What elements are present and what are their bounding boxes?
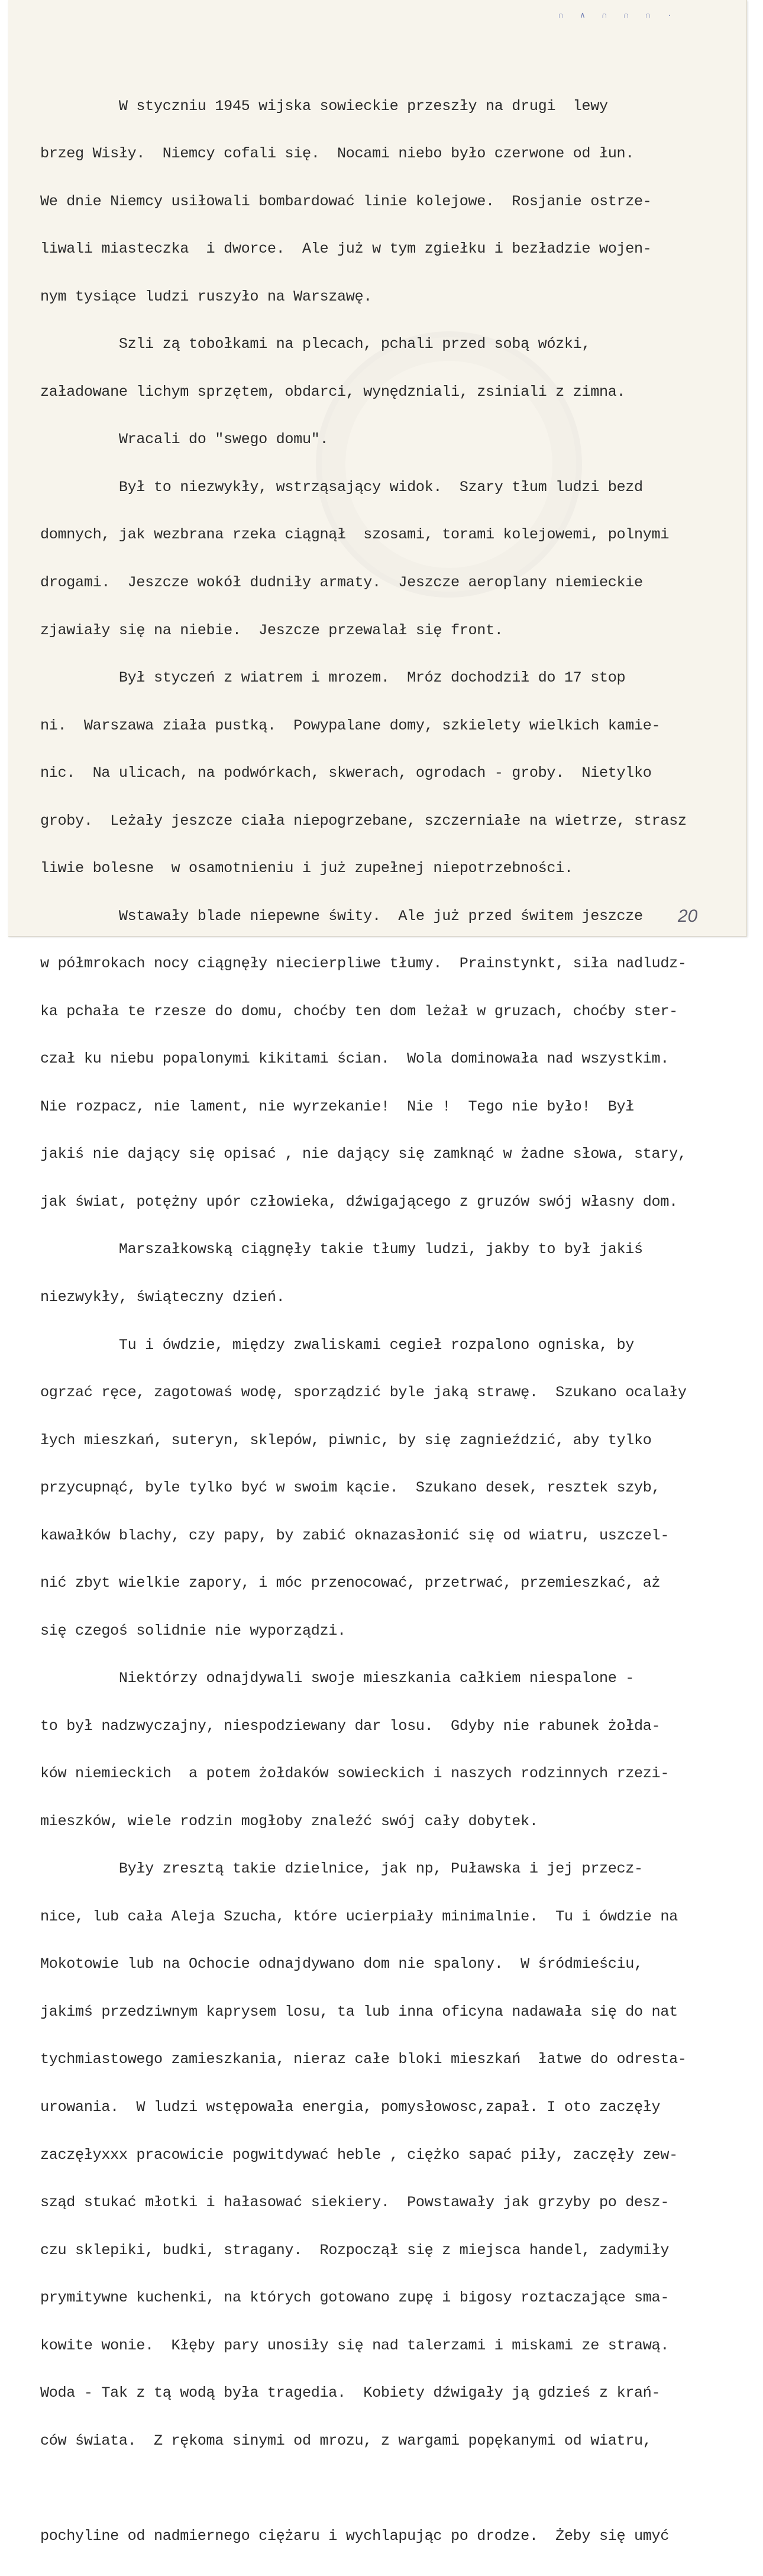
text-line: zjawiały się na niebie. Jeszcze przewalał się front. <box>40 621 503 639</box>
text-line: We dnie Niemcy usiłowali bombardować linie kolejowe. Rosjanie ostrze- <box>40 192 652 210</box>
text-line: groby. Leżały jeszcze ciała niepogrzebane, szczerniałe na wietrze, strasz <box>40 812 687 829</box>
text-line: urowania. W ludzi wstępowała energia, pomysłowosc,zapał. I oto zaczęły <box>40 2099 661 2116</box>
text-line: sząd stukać młotki i hałasować siekiery. Powstawały jak grzyby po desz- <box>40 2194 670 2212</box>
text-line: brzeg Wisły. Niemcy cofali się. Nocami niebo było czerwone od łun. <box>40 145 635 163</box>
text-line: przycupnąć, byle tylko być w swoim kącie. Szukano desek, resztek szyb, <box>40 1479 661 1497</box>
text-line: prymitywne kuchenki, na których gotowano zupę i bigosy roztaczające sma- <box>40 2289 670 2307</box>
text-line: Niektórzy odnajdywali swoje mieszkania całkiem niespalone - <box>40 1670 635 1687</box>
text-line: Woda - Tak z tą wodą była tragedia. Kobiety dźwigały ją gdzieś z krań- <box>40 2384 661 2402</box>
text-line: załadowane lichym sprzętem, obdarci, wynędzniali, zsiniali z zimna. <box>40 383 626 401</box>
text-line: nić zbyt wielkie zapory, i móc przenocować, przetrwać, przemieszkać, aż <box>40 1574 661 1592</box>
text-line: się czegoś solidnie nie wyporządzi. <box>40 1622 346 1639</box>
text-line <box>40 2481 750 2497</box>
text-line: Nie rozpacz, nie lament, nie wyrzekanie! Nie ! Tego nie było! Był <box>40 1097 635 1115</box>
text-line: łych mieszkań, suteryn, sklepów, piwnic, by się zagnieździć, aby tylko <box>40 1431 652 1449</box>
text-line: kowite wonie. Kłęby pary unosiły się nad talerzami i miskami ze strawą. <box>40 2336 670 2354</box>
text-line: w półmrokach nocy ciągnęły niecierpliwe tłumy. Prainstynkt, siła nadludz- <box>40 955 687 973</box>
text-line: ków niemieckich a potem żołdaków sowieckich i naszych rodzinnych rzezi- <box>40 1765 670 1783</box>
text-line: nym tysiące ludzi ruszyło na Warszawę. <box>40 288 373 305</box>
text-line: domnych, jak wezbrana rzeka ciągnął szosami, torami kolejowemi, polnymi <box>40 526 670 544</box>
text-line: ni. Warszawa ziała pustką. Powypalane domy, szkielety wielkich kamie- <box>40 716 661 734</box>
text-line: niezwykły, świąteczny dzień. <box>40 1288 285 1306</box>
text-line: zaczęłyxxx pracowicie pogwitdywać heble , ciężko sapać piły, zaczęły zew- <box>40 2146 678 2164</box>
typescript-text <box>40 67 750 2576</box>
text-line: Wracali do "swego domu". <box>40 431 329 448</box>
text-line: kawałków blachy, czy papy, by zabić oknazasłonić się od wiatru, uszczel- <box>40 1526 670 1544</box>
page-number: 20 <box>678 906 698 926</box>
text-line: Tu i ówdzie, między zwaliskami cegieł rozpalono ogniska, by <box>40 1336 635 1354</box>
text-line: Marszałkowską ciągnęły takie tłumy ludzi, jakby to był jakiś <box>40 1241 643 1258</box>
text-line: ców świata. Z rękoma sinymi od mrozu, z wargami popękanymi od wiatru, <box>40 2432 652 2449</box>
text-line: jakimś przedziwnym kaprysem losu, ta lub inna oficyna nadawała się do nat <box>40 2003 678 2020</box>
text-line: jak świat, potężny upór człowieka, dźwigającego z gruzów swój własny dom. <box>40 1193 678 1210</box>
text-line: nic. Na ulicach, na podwórkach, skwerach, ogrodach - groby. Nietylko <box>40 764 652 782</box>
text-line: Szli zą tobołkami na plecach, pchali przed sobą wózki, <box>40 335 591 353</box>
pencil-marks: ∩ ∧ ∩ ∩ ∩ · <box>558 11 678 21</box>
text-line: pochyline od nadmiernego ciężaru i wychlapując po drodze. Żeby się umyć <box>40 2527 670 2545</box>
text-line: liwie bolesne w osamotnieniu i już zupełnej niepotrzebności. <box>40 860 573 877</box>
text-line: czu sklepiki, budki, stragany. Rozpoczął się z miejsca handel, zadymiły <box>40 2241 670 2259</box>
text-line: ogrzać ręce, zagotowaś wodę, sporządzić byle jaką strawę. Szukano ocalały <box>40 1384 687 1402</box>
text-line: mieszków, wiele rodzin mogłoby znaleźć swój cały dobytek. <box>40 1812 538 1830</box>
text-line: drogami. Jeszcze wokół dudniły armaty. Jeszcze aeroplany niemieckie <box>40 574 643 591</box>
text-line: jakiś nie dający się opisać , nie dający się zamknąć w żadne słowa, stary, <box>40 1145 687 1163</box>
text-line: to był nadzwyczajny, niespodziewany dar losu. Gdyby nie rabunek żołda- <box>40 1717 661 1735</box>
text-line: czał ku niebu popalonymi kikitami ścian. Wola dominowała nad wszystkim. <box>40 1050 670 1068</box>
text-line: Mokotowie lub na Ochocie odnajdywano dom nie spalony. W śródmieściu, <box>40 1955 643 1973</box>
text-line: Wstawały blade niepewne świty. Ale już przed świtem jeszcze <box>40 907 643 925</box>
text-line: W styczniu 1945 wijska sowieckie przeszły na drugi lewy <box>40 97 608 115</box>
text-line: nice, lub cała Aleja Szucha, które ucierpiały minimalnie. Tu i ówdzie na <box>40 1907 678 1925</box>
text-line: Były zresztą takie dzielnice, jak np, Puławska i jej przecz- <box>40 1860 643 1878</box>
text-line: tychmiastowego zamieszkania, nieraz całe bloki mieszkań łatwe do odresta- <box>40 2051 687 2068</box>
text-line: liwali miasteczka i dworce. Ale już w tym zgiełku i bezładzie wojen- <box>40 240 652 258</box>
text-line: Był styczeń z wiatrem i mrozem. Mróz dochodził do 17 stop <box>40 669 626 687</box>
typescript-page <box>8 0 747 2545</box>
text-line: ka pchała te rzesze do domu, choćby ten dom leżał w gruzach, choćby ster- <box>40 1002 678 1020</box>
text-line: Był to niezwykły, wstrząsający widok. Szary tłum ludzi bezd <box>40 478 643 496</box>
